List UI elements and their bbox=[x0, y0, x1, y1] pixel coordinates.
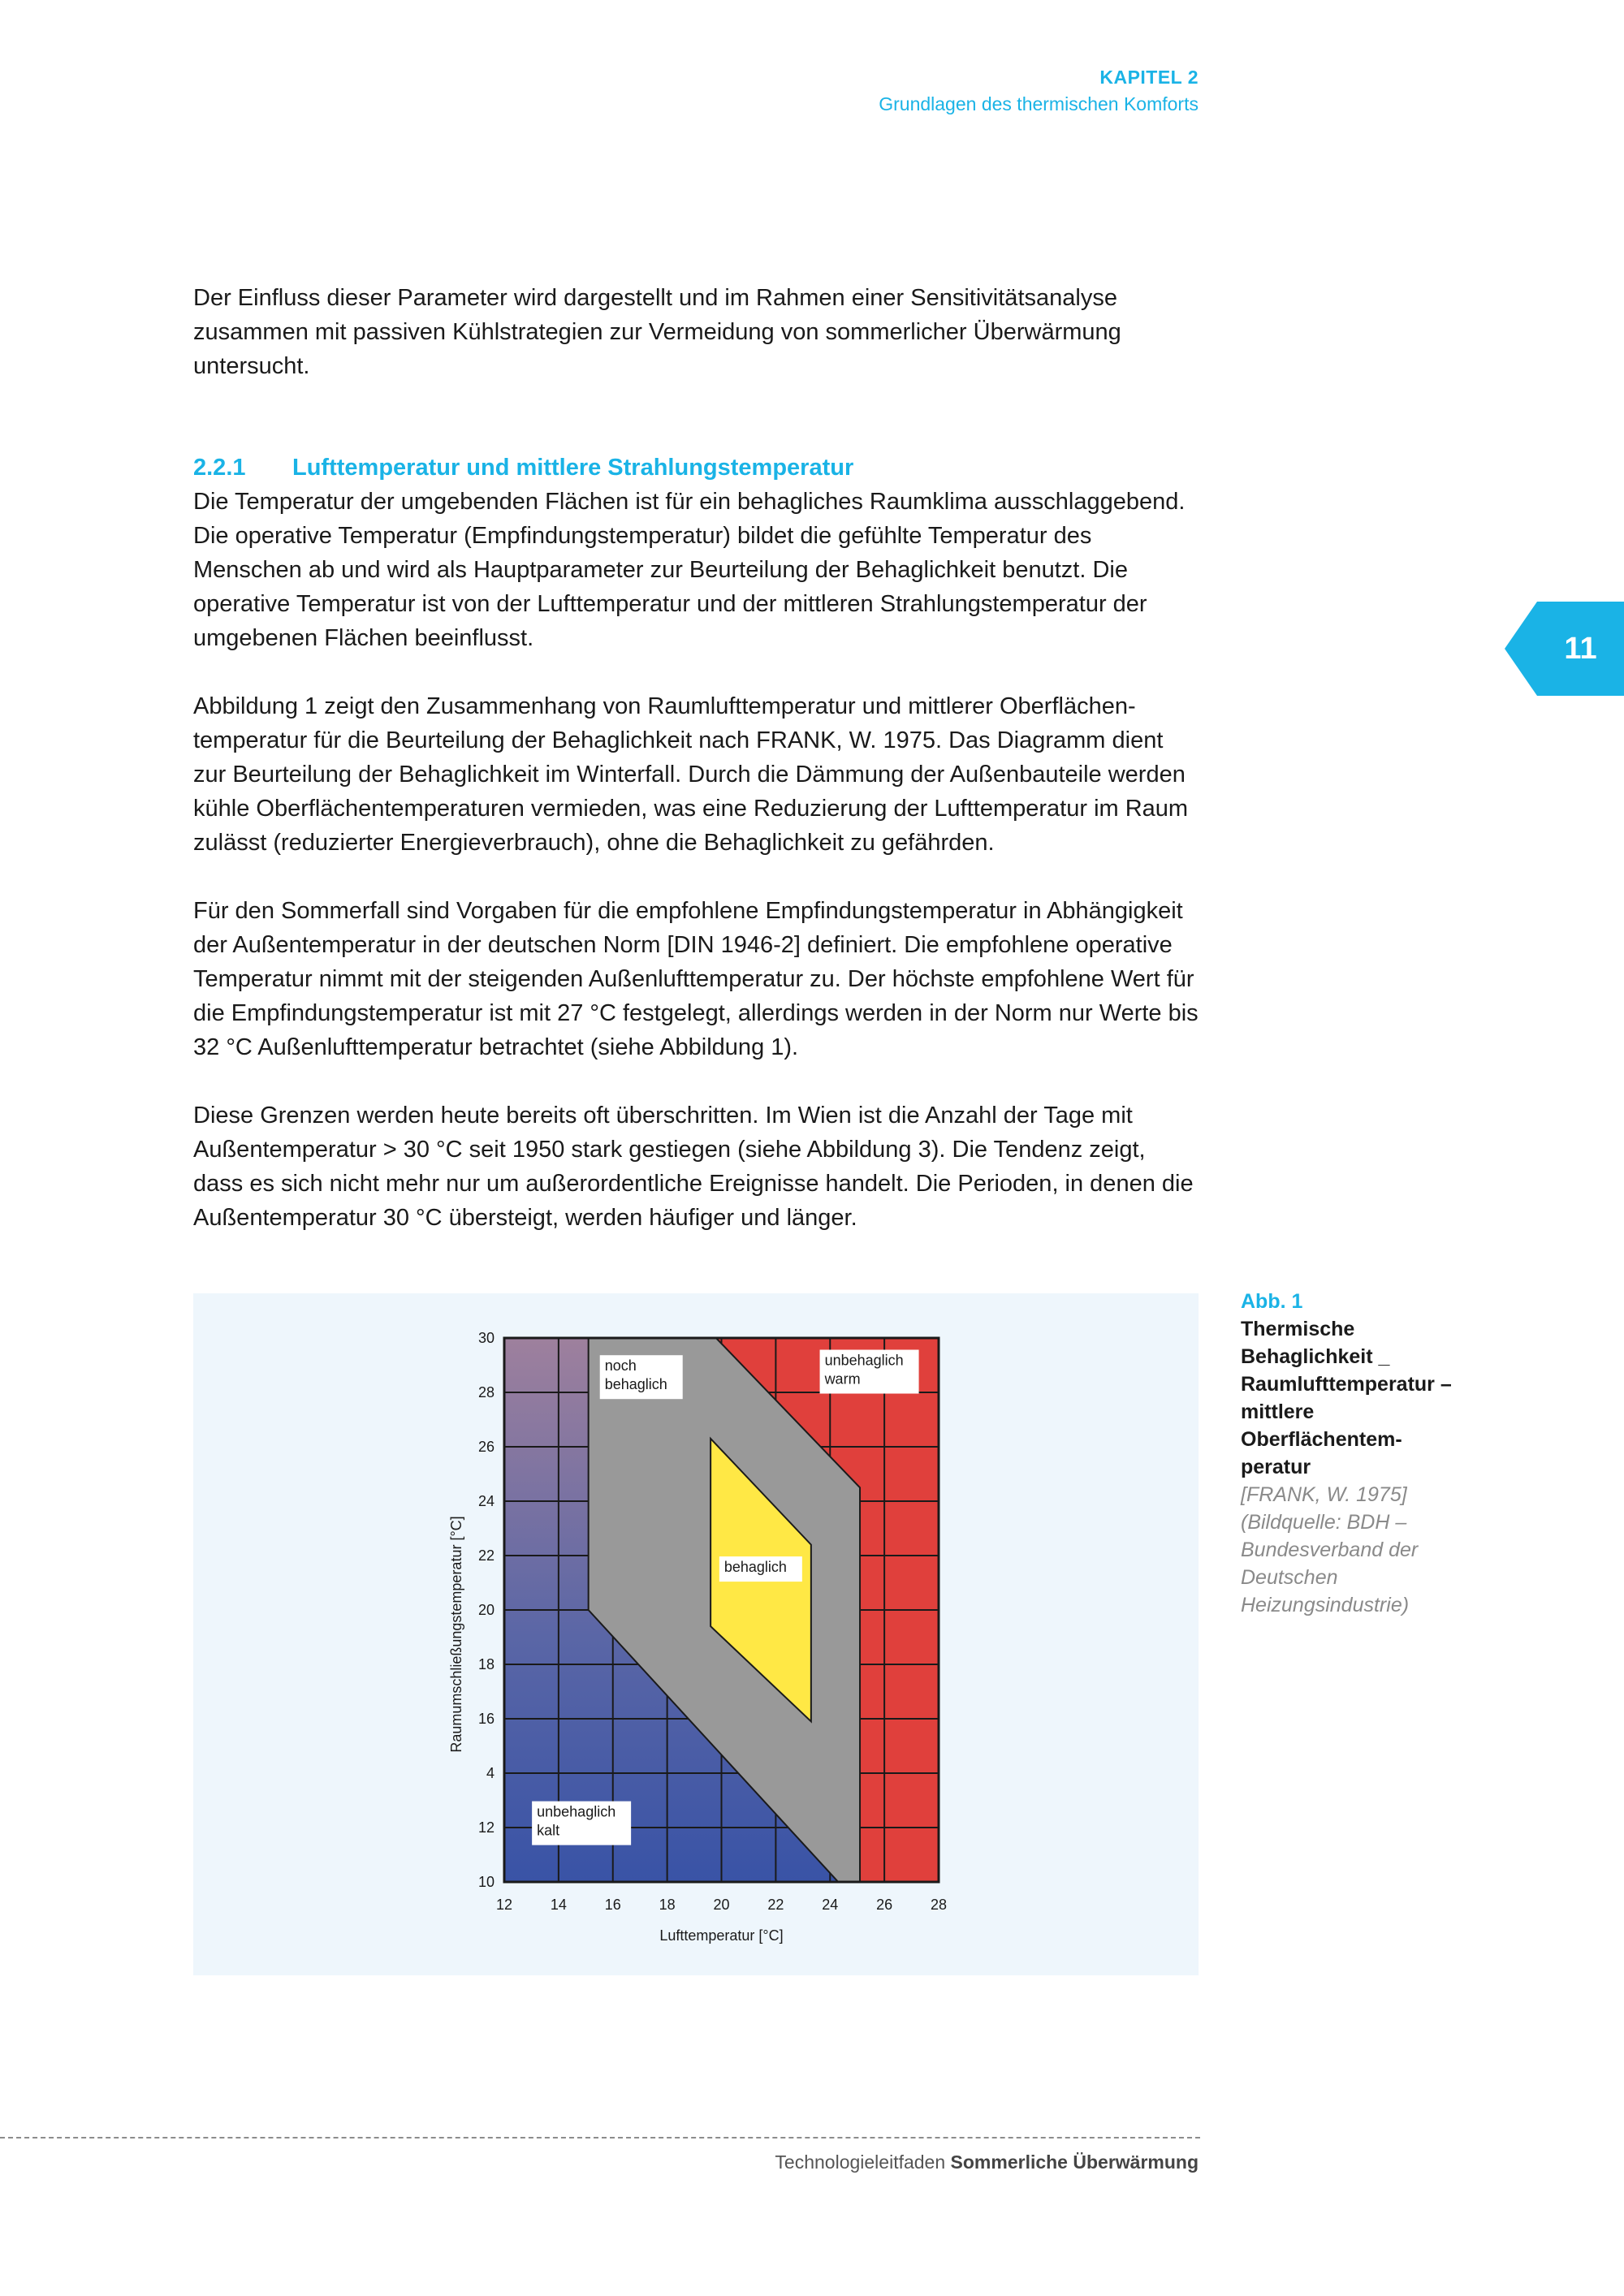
x-tick-label: 24 bbox=[822, 1897, 839, 1913]
y-tick-label: 22 bbox=[477, 1547, 495, 1564]
x-tick-label: 16 bbox=[604, 1897, 621, 1913]
section-number: 2.2.1 bbox=[193, 455, 246, 481]
figure-caption bbox=[1241, 1288, 1452, 1619]
y-tick-label: 12 bbox=[477, 1819, 495, 1836]
region-label-text: behaglich bbox=[604, 1376, 667, 1393]
y-axis-label: Raumumschließungstemperatur [°C] bbox=[448, 1516, 464, 1753]
x-tick-label: 20 bbox=[713, 1897, 730, 1913]
footer-title: Sommerliche Überwärmung bbox=[950, 2151, 1199, 2173]
body-paragraph: Für den Sommerfall sind Vorgaben für die empfohlene Empfindungstemperatur in Abhängigkeit der Außentemperatur in der deutschen Norm [DIN 1946-2] definiert. Die empfohlene operative Temperatur nimmt mit der steigenden Außenlufttemperatur zu. Der höchste empfohlene Wert für die Empfindungstemperatur ist mit 27 °C festgelegt, allerdings werden in der Norm nur Werte bis 32 °C Außenlufttemperatur betrachtet (siehe Abbildung 1). bbox=[193, 898, 1199, 1060]
body-paragraph: Abbildung 1 zeigt den Zusammenhang von Raumlufttemperatur und mittlerer Oberflächentemperatur für die Beurteilung der Behaglichkeit nach FRANK, W. 1975. Das Diagramm dient zur Beurteilung der Behaglichkeit im Winterfall. Durch die Dämmung der Außenbauteile werden kühle Oberflächentemperaturen vermieden, was eine Reduzierung der Lufttemperatur im Raum zulässt (reduzierter Energieverbrauch), ohne die Behaglichkeit zu gefährden. bbox=[193, 693, 1189, 856]
section-2-2-1 bbox=[193, 451, 1200, 1269]
figure-panel bbox=[193, 1293, 1199, 1975]
chapter-subtitle: Grundlagen des thermischen Komforts bbox=[879, 93, 1199, 114]
region-label-text: unbehaglich bbox=[824, 1352, 904, 1369]
comfort-chart bbox=[193, 1293, 1199, 1975]
x-tick-label: 14 bbox=[550, 1897, 567, 1913]
page-number-tab bbox=[1505, 602, 1624, 696]
x-tick-label: 28 bbox=[930, 1897, 948, 1913]
region-label-text: behaglich bbox=[723, 1559, 787, 1576]
y-tick-label: 10 bbox=[477, 1874, 495, 1890]
footer-divider bbox=[0, 2137, 1200, 2138]
y-tick-label: 24 bbox=[477, 1493, 495, 1509]
x-tick-label: 22 bbox=[767, 1897, 784, 1913]
x-axis-label: Lufttemperatur [°C] bbox=[659, 1927, 784, 1944]
x-tick-label: 12 bbox=[495, 1897, 513, 1913]
y-tick-label: 16 bbox=[477, 1711, 495, 1727]
x-tick-label: 26 bbox=[876, 1897, 893, 1913]
chapter-label: KAPITEL 2 bbox=[1099, 67, 1199, 88]
region-label-text: unbehaglich bbox=[537, 1803, 616, 1820]
y-tick-label: 4 bbox=[486, 1765, 495, 1781]
y-tick-label: 28 bbox=[477, 1384, 495, 1400]
body-paragraph: Die Temperatur der umgebenden Flächen ist für ein behagliches Raumklima ausschlaggebend. Die operative Temperatur (Empfindungstemperatur) bildet die gefühlte Temperatur des Menschen ab und wird als Hauptparameter zur Beurteilung der Behaglichkeit benutzt. Die operative Temperatur ist von der Lufttemperatur und der mittleren Strahlungstemperatur der umgebenen Flächen beeinflusst. bbox=[193, 489, 1186, 651]
y-tick-label: 30 bbox=[477, 1330, 495, 1346]
section-heading bbox=[193, 451, 1200, 485]
running-header bbox=[879, 67, 1199, 115]
region-label-text: noch bbox=[604, 1357, 637, 1375]
footer-prefix: Technologieleitfaden bbox=[775, 2151, 946, 2173]
region-label-text: kalt bbox=[537, 1822, 560, 1839]
caption-label: Abb. 1 bbox=[1241, 1290, 1303, 1313]
y-tick-label: 20 bbox=[477, 1602, 495, 1618]
x-tick-label: 18 bbox=[659, 1897, 676, 1913]
caption-title: Thermische Behaglichkeit _ Raumlufttemperatur – mittlere Oberflächentemperatur bbox=[1241, 1318, 1452, 1478]
y-tick-label: 18 bbox=[477, 1656, 495, 1672]
region-label-text: warm bbox=[824, 1370, 861, 1388]
y-tick-label: 26 bbox=[477, 1439, 495, 1455]
running-footer bbox=[775, 2151, 1199, 2173]
caption-source: [FRANK, W. 1975] (Bildquelle: BDH – Bundesverband der Deutschen Heizungsindustrie) bbox=[1241, 1483, 1419, 1616]
intro-paragraph: Der Einfluss dieser Parameter wird dargestellt und im Rahmen einer Sensitivitätsanalyse zusammen mit passiven Kühlstrategien zur Vermeidung von sommerlicher Überwärmung untersucht. bbox=[193, 285, 1121, 379]
section-title: Lufttemperatur und mittlere Strahlungstemperatur bbox=[292, 455, 854, 481]
body-paragraph: Diese Grenzen werden heute bereits oft überschritten. Im Wien ist die Anzahl der Tage mit Außentemperatur > 30 °C seit 1950 stark gestiegen (siehe Abbildung 3). Die Tendenz zeigt, dass es sich nicht mehr nur um außerordentliche Ereignisse handelt. Die Perioden, in denen die Außentemperatur 30 °C übersteigt, werden häufiger und länger. bbox=[193, 1103, 1194, 1231]
page-number: 11 bbox=[1564, 632, 1597, 666]
